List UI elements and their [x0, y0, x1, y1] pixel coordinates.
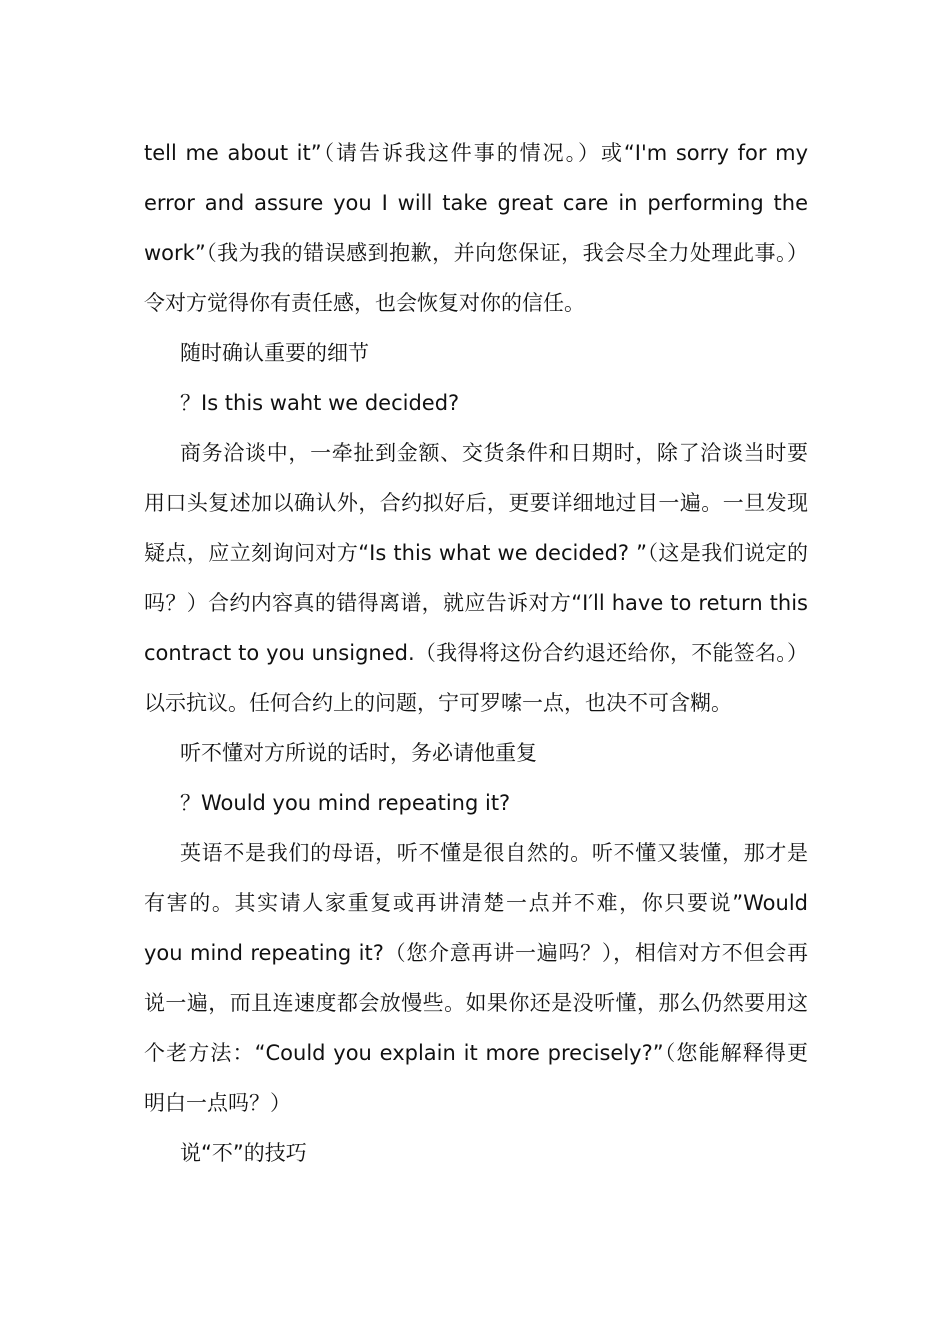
- heading-confirm-details: 随时确认重要的细节: [180, 341, 369, 365]
- paragraph-contract-confirmation: 商务洽谈中，一牵扯到金额、交货条件和日期时，除了洽谈当时要用口头复述加以确认外，合约拟好后，更要详细地过目一遍。一旦发现疑点，应立刻询问对方“Is this what we decided? ”（这是我们说定的吗？）合约内容真的错得离谱，就应告诉对方“I′ll have to return this contract to you unsigned.（我得将这份合约退还给你，不能签名。）以示抗议。任何合约上的问题，宁可罗嗦一点，也决不可含糊。: [144, 441, 808, 715]
- paragraph-apology-example: tell me about it”（请告诉我这件事的情况。）或“I'm sorry for my error and assure you I will take great care in performing the work”（我为我的错误感到抱歉，并向您保证，我会尽全力处理此事。）令对方觉得你有责任感，也会恢复对你的信任。: [144, 141, 808, 315]
- document-body: [144, 128, 808, 1178]
- heading-saying-no: 说“不”的技巧: [180, 1141, 307, 1165]
- heading-ask-repeat: 听不懂对方所说的话时，务必请他重复: [180, 741, 537, 765]
- phrase-is-this-what-we-decided: ？Is this waht we decided?: [180, 391, 460, 415]
- paragraph-repeat-explanation: 英语不是我们的母语，听不懂是很自然的。听不懂又装懂，那才是有害的。其实请人家重复或再讲清楚一点并不难，你只要说”Would you mind repeating it?（您介意再讲一遍吗？），相信对方不但会再说一遍，而且连速度都会放慢些。如果你还是没听懂，那么仍然要用这个老方法：“Could you explain it more precisely?”（您能解释得更明白一点吗？）: [144, 841, 808, 1115]
- phrase-would-you-mind-repeating: ？Would you mind repeating it?: [180, 791, 511, 815]
